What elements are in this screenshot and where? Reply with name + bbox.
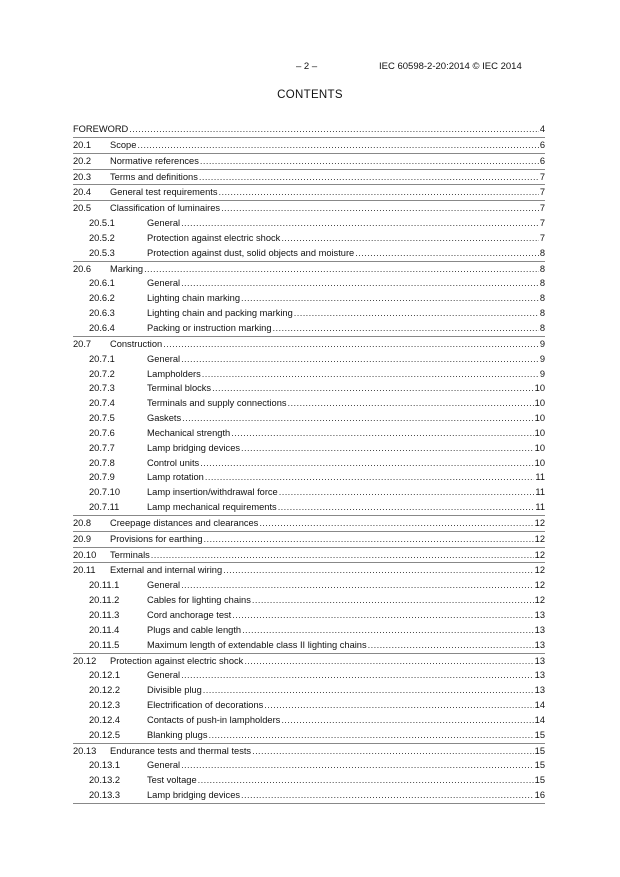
toc-entry-title: Mechanical strength [147,426,231,441]
dot-leader [288,396,534,411]
toc-entry-number: 20.13.2 [89,775,121,786]
toc-entry[interactable] [73,653,545,669]
dot-leader [223,563,534,578]
dot-leader [221,201,539,216]
toc-entry[interactable] [73,500,545,515]
toc-entry-title: FOREWORD [73,122,129,137]
toc-entry-number: 20.5.2 [89,232,115,243]
toc-entry[interactable] [73,137,545,153]
toc-entry-page: 12 [534,532,545,547]
toc-entry-number: 20.12.1 [89,670,121,681]
toc-entry[interactable] [73,200,545,216]
dot-leader [208,728,533,743]
toc-entry-page: 8 [539,246,545,261]
dot-leader [273,321,539,336]
toc-entry-title: Contacts of push-in lampholders [147,713,281,728]
toc-entry[interactable] [73,743,545,759]
toc-entry[interactable] [73,531,545,547]
toc-entry[interactable] [73,713,545,728]
dot-leader [241,788,534,803]
toc-entry-title: Cord anchorage test [147,608,232,623]
toc-entry-page: 13 [534,668,545,683]
toc-entry[interactable] [73,698,545,713]
dot-leader [198,773,534,788]
dot-leader [259,516,533,531]
toc-entry[interactable] [73,169,545,185]
dot-leader [241,441,534,456]
toc-entry-title: General [147,352,181,367]
toc-entry-page: 12 [534,563,545,578]
toc-entry-page: 13 [534,654,545,669]
toc-entry-number: 20.7.4 [89,398,115,409]
toc-entry[interactable] [73,321,545,336]
toc-entry-number: 20.11.1 [89,580,120,591]
toc-entry-title: General test requirements [110,185,218,200]
dot-leader [232,608,533,623]
dot-leader [182,411,534,426]
toc-entry[interactable] [73,638,545,653]
toc-entry-number: 20.4 [73,187,92,198]
toc-entry[interactable] [73,758,545,773]
dot-leader [231,426,533,441]
toc-entry-number: 20.11.4 [89,624,120,635]
toc-entry[interactable] [73,456,545,471]
toc-entry-title: External and internal wiring [110,563,223,578]
toc-entry[interactable] [73,367,545,382]
toc-entry[interactable] [73,291,545,306]
toc-entry-title: Gaskets [147,411,182,426]
contents-title: CONTENTS [277,89,343,101]
toc-entry-title: Electrification of decorations [147,698,264,713]
dot-leader [203,683,534,698]
toc-entry[interactable] [73,668,545,683]
dot-leader [144,262,539,277]
dot-leader [252,744,534,759]
toc-entry-number: 20.12.5 [89,729,121,740]
toc-entry-title: Terminals and supply connections [147,396,288,411]
dot-leader [218,185,538,200]
toc-entry-page: 8 [539,291,545,306]
toc-entry[interactable] [73,246,545,261]
toc-entry-page: 4 [539,122,545,137]
toc-entry-title: Terms and definitions [110,170,199,185]
toc-entry-page: 10 [534,411,545,426]
dot-leader [181,578,534,593]
toc-entry-number: 20.8 [73,517,92,528]
toc-entry-page: 8 [539,306,545,321]
toc-entry-page: 13 [534,623,545,638]
toc-entry-number: 20.5 [73,203,92,214]
dot-leader [264,698,533,713]
toc-entry[interactable] [73,547,545,563]
toc-entry-page: 15 [534,728,545,743]
toc-entry-title: General [147,276,181,291]
toc-entry-number: 20.3 [73,171,92,182]
toc-entry[interactable] [73,122,545,137]
toc-entry-number: 20.13 [73,745,97,756]
toc-entry[interactable] [73,261,545,277]
toc-entry-number: 20.12.3 [89,700,121,711]
toc-entry[interactable] [73,773,545,788]
toc-entry-title: Divisible plug [147,683,203,698]
dot-leader [244,654,533,669]
toc-entry[interactable] [73,352,545,367]
toc-entry-title: Scope [110,138,137,153]
toc-entry-number: 20.7.7 [89,442,115,453]
toc-entry-page: 13 [534,683,545,698]
toc-entry-page: 15 [534,744,545,759]
toc-entry-page: 12 [534,593,545,608]
toc-entry-title: Lamp insertion/withdrawal force [147,485,279,500]
page-number: – 2 – [296,61,318,72]
page-header [0,61,620,75]
dot-leader [204,532,534,547]
toc-entry[interactable] [73,728,545,743]
toc-entry-title: Test voltage [147,773,198,788]
dot-leader [163,337,539,352]
toc-entry[interactable] [73,623,545,638]
toc-entry[interactable] [73,336,545,352]
toc-entry-page: 12 [534,516,545,531]
toc-entry-title: Creepage distances and clearances [110,516,259,531]
toc-entry-number: 20.11.3 [89,610,120,620]
toc-entry-number: 20.9 [73,533,92,544]
toc-entry[interactable] [73,593,545,608]
toc-entry-number: 20.13.3 [89,790,121,801]
toc-entry-page: 6 [539,138,545,153]
toc-entry-page: 16 [534,788,545,803]
toc-entry-number: 20.12.4 [89,714,121,725]
toc-entry-number: 20.6.3 [89,308,115,319]
toc-entry[interactable] [73,426,545,441]
toc-entry-title: Endurance tests and thermal tests [110,744,252,759]
dot-leader [202,367,539,382]
toc-entry-page: 7 [539,185,545,200]
toc-entry-title: Lamp bridging devices [147,441,241,456]
toc-entry[interactable] [73,153,545,169]
toc-entry-page: 9 [539,337,545,352]
toc-entry-number: 20.6 [73,263,92,274]
dot-leader [241,291,539,306]
toc-entry-title: Lighting chain and packing marking [147,306,294,321]
toc-entry-title: Protection against electric shock [147,231,281,246]
dot-leader [281,713,533,728]
dot-leader [355,246,539,261]
toc-entry-title: Classification of luminaires [110,201,221,216]
toc-entry-page: 15 [534,758,545,773]
toc-entry-title: Normative references [110,154,200,169]
toc-entry[interactable] [73,562,545,578]
toc-entry-title: Protection against dust, solid objects and moisture [147,246,355,261]
toc-entry-page: 14 [534,698,545,713]
dot-leader [181,352,539,367]
toc-entry-number: 20.7.5 [89,413,115,424]
toc-entry-title: Blanking plugs [147,728,208,743]
toc-entry-page: 13 [534,638,545,653]
toc-entry-page: 7 [539,231,545,246]
table-of-contents [73,122,545,804]
toc-entry[interactable] [73,485,545,500]
toc-entry-number: 20.7.2 [89,368,115,379]
toc-entry-page: 7 [539,216,545,231]
toc-entry-title: Lighting chain marking [147,291,241,306]
dot-leader [200,154,539,169]
toc-entry-page: 11 [534,485,545,500]
toc-entry-title: Lampholders [147,367,202,382]
toc-entry-title: General [147,216,181,231]
toc-entry-title: Lamp rotation [147,470,205,485]
toc-entry-number: 20.7.1 [89,353,115,364]
toc-entry-number: 20.1 [73,139,92,150]
toc-entry-page: 8 [539,276,545,291]
toc-entry[interactable] [73,306,545,321]
toc-entry[interactable] [73,184,545,200]
toc-entry-page: 10 [534,426,545,441]
toc-entry-page: 8 [539,262,545,277]
toc-entry[interactable] [73,381,545,396]
dot-leader [205,470,534,485]
toc-entry-page: 15 [534,773,545,788]
toc-entry[interactable] [73,216,545,231]
toc-entry-title: Maximum length of extendable class II lighting chains [147,638,368,653]
toc-entry-number: 20.2 [73,155,92,166]
toc-entry-number: 20.13.1 [89,760,121,771]
toc-entry-title: Terminals [110,548,151,563]
dot-leader [252,593,534,608]
toc-entry-number: 20.11.2 [89,595,120,606]
toc-entry-number: 20.11 [73,565,96,576]
toc-entry-page: 13 [534,608,545,623]
dot-leader [281,231,539,246]
toc-entry[interactable] [73,441,545,456]
dot-leader [181,668,534,683]
dot-leader [242,623,534,638]
toc-entry-number: 20.12.2 [89,685,121,696]
toc-entry-page: 10 [534,456,545,471]
toc-entry-page: 10 [534,396,545,411]
toc-entry-page: 11 [534,470,545,485]
toc-entry[interactable] [73,578,545,593]
document-id: IEC 60598-2-20:2014 © IEC 2014 [379,61,522,72]
toc-entry-page: 10 [534,441,545,456]
dot-leader [200,456,533,471]
toc-entry-page: 7 [539,170,545,185]
toc-entry-title: Provisions for earthing [110,532,204,547]
toc-entry-number: 20.7.10 [89,487,121,498]
toc-entry[interactable] [73,396,545,411]
toc-entry-title: General [147,758,181,773]
toc-entry-number: 20.7.9 [89,472,115,483]
toc-entry-title: Protection against electric shock [110,654,244,669]
toc-entry-title: Plugs and cable length [147,623,242,638]
toc-entry-page: 14 [534,713,545,728]
toc-entry[interactable] [73,470,545,485]
toc-entry-number: 20.6.2 [89,293,115,304]
dot-leader [181,758,534,773]
toc-entry-number: 20.6.1 [89,278,115,289]
toc-entry-title: Terminal blocks [147,381,212,396]
toc-entry-page: 9 [539,367,545,382]
toc-entry-title: General [147,578,181,593]
toc-entry-number: 20.6.4 [89,322,115,333]
toc-entry-number: 20.10 [73,549,97,560]
toc-entry[interactable] [73,411,545,426]
toc-entry[interactable] [73,608,545,623]
toc-entry-number: 20.7.6 [89,427,115,438]
dot-leader [279,485,535,500]
toc-entry-number: 20.7.8 [89,457,115,468]
dot-leader [199,170,539,185]
dot-leader [278,500,535,515]
toc-entry-title: Packing or instruction marking [147,321,273,336]
toc-entry-title: Construction [110,337,163,352]
toc-entry-number: 20.5.3 [89,247,115,258]
toc-entry[interactable] [73,231,545,246]
toc-entry-page: 6 [539,154,545,169]
toc-entry[interactable] [73,276,545,291]
toc-entry-title: Lamp mechanical requirements [147,500,278,515]
dot-leader [181,276,539,291]
dot-leader [368,638,534,653]
toc-entry-page: 11 [534,500,545,515]
toc-entry-number: 20.7.11 [89,502,120,513]
dot-leader [151,548,534,563]
toc-entry[interactable] [73,788,545,804]
toc-entry-title: Marking [110,262,144,277]
dot-leader [129,122,539,137]
toc-entry-number: 20.7 [73,338,92,349]
toc-entry-number: 20.7.3 [89,383,115,394]
toc-entry-page: 9 [539,352,545,367]
toc-entry-page: 7 [539,201,545,216]
toc-entry-title: General [147,668,181,683]
toc-entry-title: Lamp bridging devices [147,788,241,803]
toc-entry-title: Cables for lighting chains [147,593,252,608]
toc-entry-page: 8 [539,321,545,336]
dot-leader [137,138,538,153]
toc-entry[interactable] [73,515,545,531]
dot-leader [294,306,539,321]
dot-leader [181,216,539,231]
toc-entry-number: 20.5.1 [89,218,115,229]
toc-entry-page: 10 [534,381,545,396]
toc-entry-title: Control units [147,456,200,471]
toc-entry[interactable] [73,683,545,698]
toc-entry-page: 12 [534,548,545,563]
toc-entry-number: 20.12 [73,655,97,666]
dot-leader [212,381,534,396]
toc-entry-page: 12 [534,578,545,593]
toc-entry-number: 20.11.5 [89,639,120,650]
